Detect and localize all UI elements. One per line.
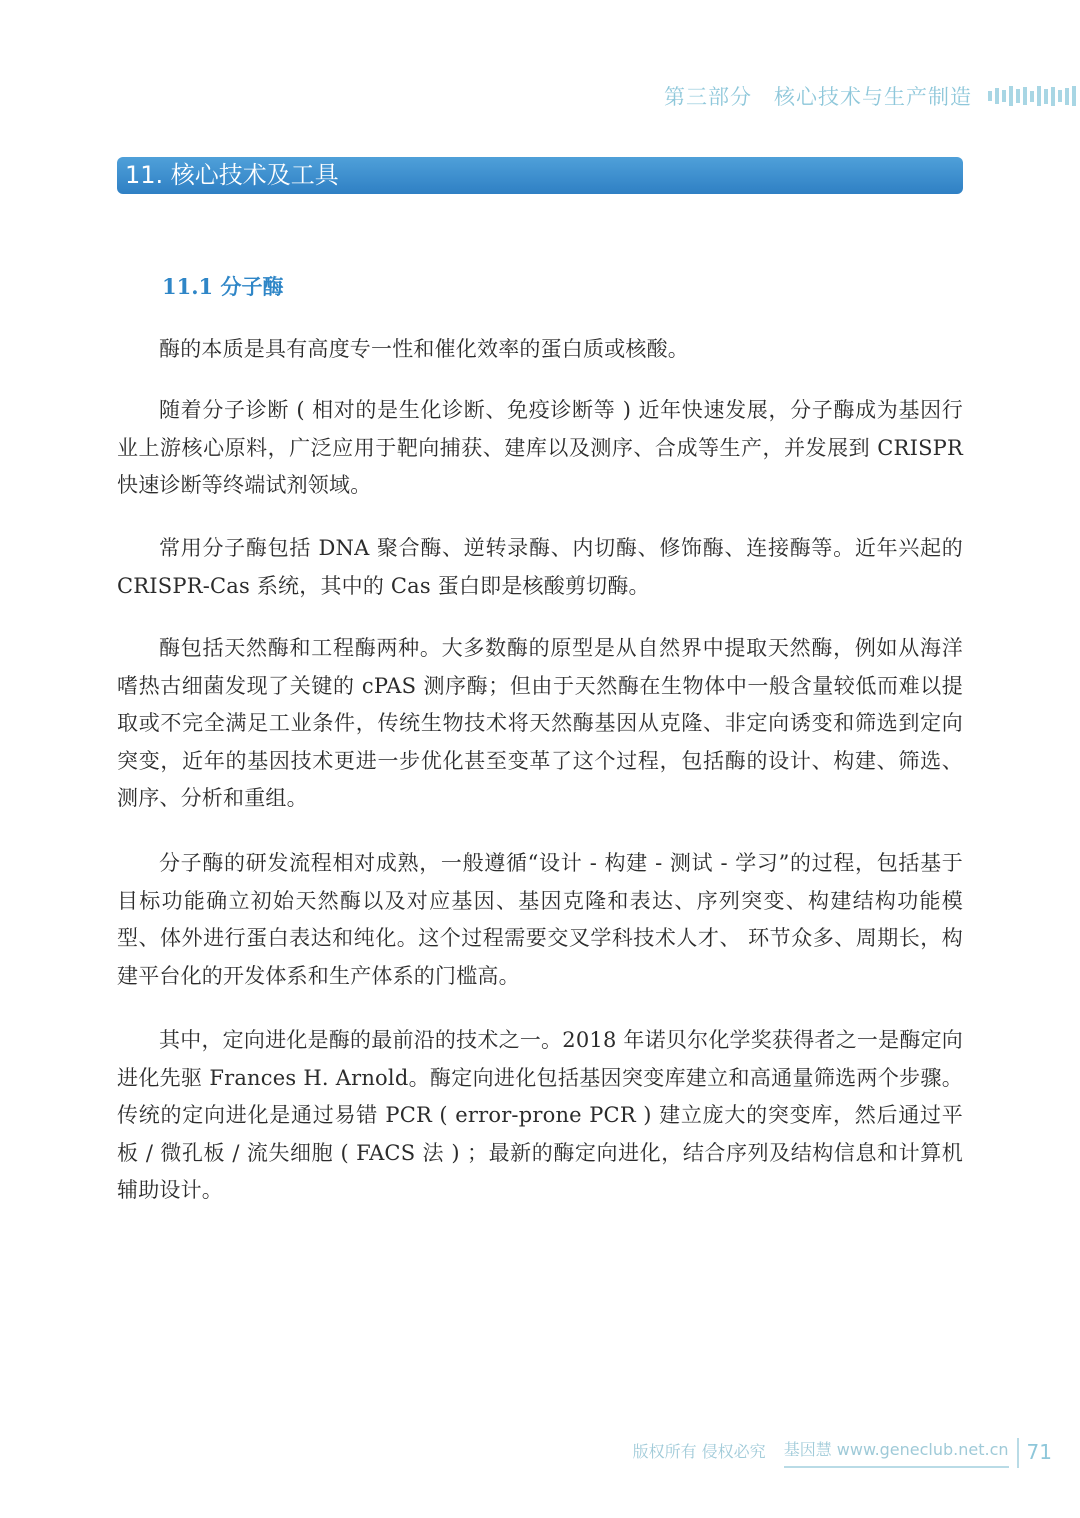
paragraph-6-block (117, 1022, 963, 1210)
paragraph: 酶的本质是具有高度专一性和催化效率的蛋白质或核酸。 (159, 337, 689, 361)
running-header-section-label: 第三部分 核心技术与生产制造 (664, 85, 972, 109)
page-footer (633, 1428, 1080, 1468)
section-heading: 11.1 分子酶 (162, 274, 284, 299)
paragraph-5-block (117, 845, 963, 995)
paragraph-4-block (117, 630, 963, 818)
paragraph-3-block (117, 530, 963, 605)
chapter-title-bar: 11. 核心技术及工具 (117, 157, 963, 194)
paragraph: 分子酶的研发流程相对成熟，一般遵循“设计 - 构建 - 测试 - 学习”的过程，包括基于目标功能确立初始天然酶以及对应基因、基因克隆和表达、序列突变、构建结构功能模型、体外进行蛋白表达和纯化。这个过程需要交叉学科技术人才、 环节众多、周期长，构建平台化的开发体系和生产体系的门槛高。 (117, 851, 963, 988)
copyright-notice: 版权所有 侵权必究 (632, 1442, 766, 1461)
paragraph: 酶包括天然酶和工程酶两种。大多数酶的原型是从自然界中提取天然酶，例如从海洋嗜热古细菌发现了关键的 cPAS 测序酶；但由于天然酶在生物体中一般含量较低而难以提取或不完全满足工业条件，传统生物技术将天然酶基因从克隆、非定向诱变和筛选到定向突变，近年的基因技术更进一步优化甚至变革了这个过程，包括酶的设计、构建、筛选、测序、分析和重组。 (117, 636, 963, 810)
paragraph: 随着分子诊断 ( 相对的是生化诊断、免疫诊断等 ) 近年快速发展，分子酶成为基因行业上游核心原料，广泛应用于靶向捕获、建库以及测序、合成等生产，并发展到 CRISPR 快速诊断等终端试剂领域。 (117, 398, 963, 497)
paragraph: 其中，定向进化是酶的最前沿的技术之一。2018 年诺贝尔化学奖获得者之一是酶定向进化先驱 Frances H. Arnold。酶定向进化包括基因突变库建立和高通量筛选两个步骤。传统的定向进化是通过易错 PCR ( error-prone PCR ) 建立庞大的突变库，然后通过平板 / 微孔板 / 流失细胞 ( FACS 法 ) ；最新的酶定向进化，结合序列及结构信息和计算机辅助设计。 (117, 1028, 963, 1202)
paragraph: 常用分子酶包括 DNA 聚合酶、逆转录酶、内切酶、修饰酶、连接酶等。近年兴起的 CRISPR-Cas 系统，其中的 Cas 蛋白即是核酸剪切酶。 (117, 536, 963, 598)
website-credit: 基因慧 www.geneclub.net.cn (784, 1437, 1009, 1468)
decorative-bars-icon (988, 86, 1076, 106)
page-number: 71 (1017, 1438, 1080, 1468)
paragraph-2-block (117, 392, 963, 505)
running-header (664, 80, 1080, 112)
paragraph-1-block (117, 331, 963, 369)
